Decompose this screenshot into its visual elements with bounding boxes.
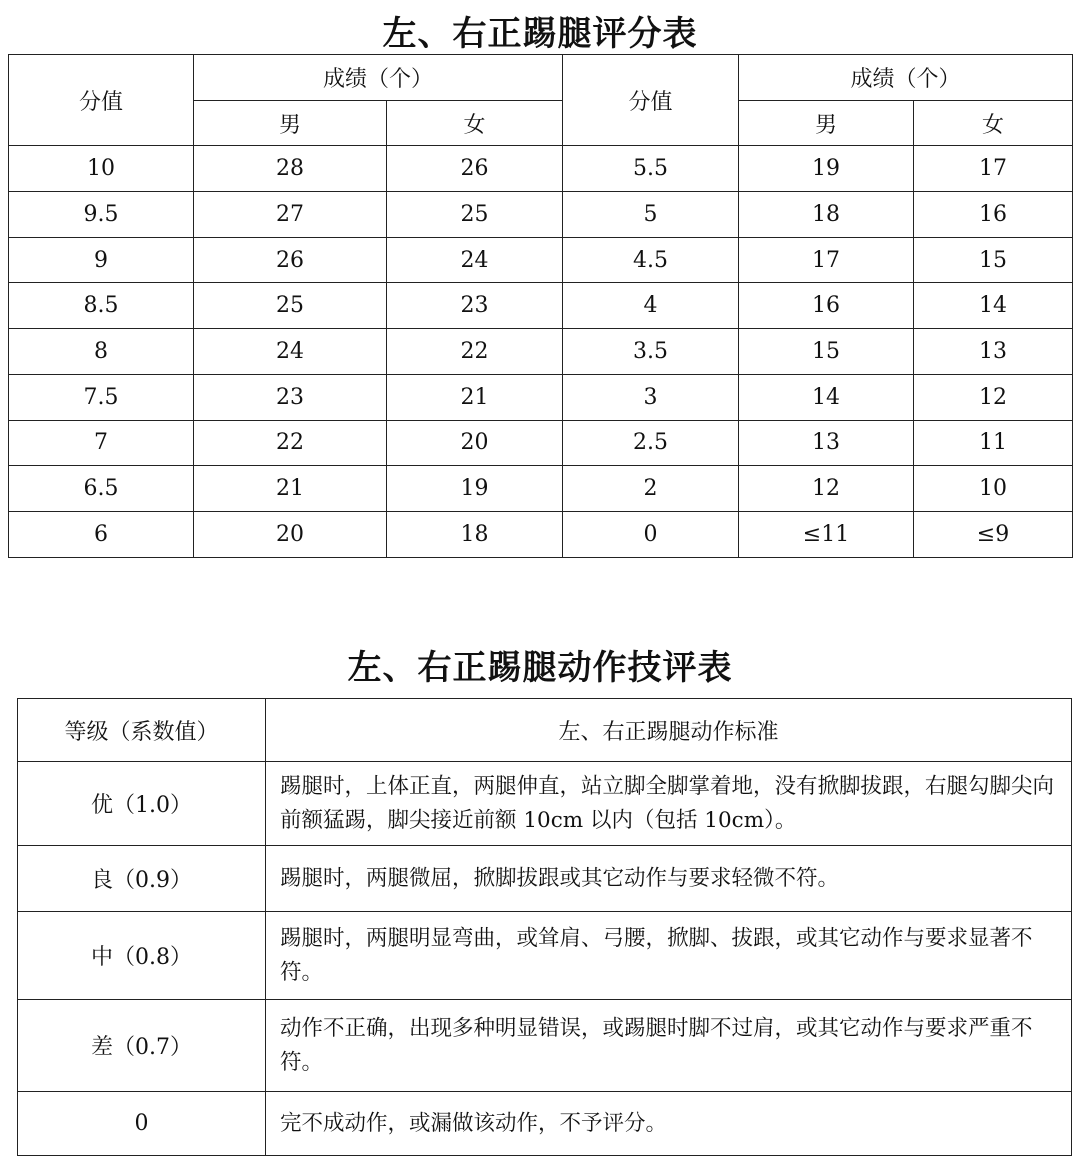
- score-left-cell: 10: [9, 146, 194, 192]
- table-row: [9, 146, 1073, 192]
- male-right-cell: 17: [739, 237, 914, 283]
- score-right-cell: 0: [563, 511, 739, 557]
- female-right-cell: 12: [914, 374, 1073, 420]
- score-left-cell: 7: [9, 420, 194, 466]
- table-row: [18, 912, 1072, 1000]
- male-right-cell: 15: [739, 329, 914, 375]
- score-table: [8, 54, 1073, 558]
- score-right-cell: 4: [563, 283, 739, 329]
- female-right-cell: 10: [914, 466, 1073, 512]
- tech-table-body: [18, 762, 1072, 1156]
- female-left-cell: 18: [387, 511, 563, 557]
- female-left-cell: 21: [387, 374, 563, 420]
- female-left-cell: 20: [387, 420, 563, 466]
- score-left-cell: 6: [9, 511, 194, 557]
- grade-cell: 差（0.7）: [18, 1000, 266, 1092]
- male-left-cell: 27: [194, 192, 387, 238]
- tech-table: [17, 698, 1072, 1156]
- score-right-cell: 2: [563, 466, 739, 512]
- score-left-cell: 9: [9, 237, 194, 283]
- female-right-cell: 15: [914, 237, 1073, 283]
- table-row: [18, 1092, 1072, 1156]
- female-left-cell: 24: [387, 237, 563, 283]
- standard-cell: 踢腿时，上体正直，两腿伸直，站立脚全脚掌着地，没有掀脚拔跟，右腿勾脚尖向前额猛踢，脚尖接近前额 10cm 以内（包括 10cm）。: [266, 762, 1072, 846]
- score-left-cell: 8.5: [9, 283, 194, 329]
- female-right-cell: ≤9: [914, 511, 1073, 557]
- female-left-cell: 23: [387, 283, 563, 329]
- male-right-cell: 12: [739, 466, 914, 512]
- male-left-cell: 23: [194, 374, 387, 420]
- male-right-cell: ≤11: [739, 511, 914, 557]
- female-left-cell: 26: [387, 146, 563, 192]
- tech-table-title: 左、右正踢腿动作技评表: [347, 648, 733, 688]
- table-row: [9, 466, 1073, 512]
- male-right-cell: 13: [739, 420, 914, 466]
- score-right-cell: 3.5: [563, 329, 739, 375]
- grade-header: 等级（系数值）: [18, 699, 266, 762]
- female-header-left: 女: [387, 100, 563, 146]
- score-left-cell: 6.5: [9, 466, 194, 512]
- table-row: [18, 1000, 1072, 1092]
- female-right-cell: 13: [914, 329, 1073, 375]
- male-right-cell: 14: [739, 374, 914, 420]
- score-right-cell: 4.5: [563, 237, 739, 283]
- female-right-cell: 16: [914, 192, 1073, 238]
- standard-cell: 踢腿时，两腿微屈，掀脚拔跟或其它动作与要求轻微不符。: [266, 846, 1072, 912]
- score-left-cell: 9.5: [9, 192, 194, 238]
- score-right-cell: 3: [563, 374, 739, 420]
- score-left-cell: 8: [9, 329, 194, 375]
- male-left-cell: 28: [194, 146, 387, 192]
- male-right-cell: 18: [739, 192, 914, 238]
- male-header-left: 男: [194, 100, 387, 146]
- score-header-left: 分值: [9, 55, 194, 146]
- table-row: [9, 192, 1073, 238]
- table-row: [9, 420, 1073, 466]
- table-row: [9, 329, 1073, 375]
- female-left-cell: 19: [387, 466, 563, 512]
- female-left-cell: 22: [387, 329, 563, 375]
- female-header-right: 女: [914, 100, 1073, 146]
- male-left-cell: 24: [194, 329, 387, 375]
- grade-cell: 0: [18, 1092, 266, 1156]
- standard-cell: 踢腿时，两腿明显弯曲，或耸肩、弓腰，掀脚、拔跟，或其它动作与要求显著不符。: [266, 912, 1072, 1000]
- male-left-cell: 26: [194, 237, 387, 283]
- result-header-left: 成绩（个）: [194, 55, 563, 101]
- score-left-cell: 7.5: [9, 374, 194, 420]
- male-left-cell: 21: [194, 466, 387, 512]
- male-left-cell: 25: [194, 283, 387, 329]
- score-right-cell: 2.5: [563, 420, 739, 466]
- table-row: [9, 237, 1073, 283]
- standard-cell: 动作不正确，出现多种明显错误，或踢腿时脚不过肩，或其它动作与要求严重不符。: [266, 1000, 1072, 1092]
- score-right-cell: 5: [563, 192, 739, 238]
- standard-cell: 完不成动作，或漏做该动作，不予评分。: [266, 1092, 1072, 1156]
- male-left-cell: 22: [194, 420, 387, 466]
- table-row: [9, 283, 1073, 329]
- male-header-right: 男: [739, 100, 914, 146]
- score-table-title: 左、右正踢腿评分表: [382, 14, 698, 54]
- male-left-cell: 20: [194, 511, 387, 557]
- male-right-cell: 16: [739, 283, 914, 329]
- score-table-body: [9, 146, 1073, 557]
- female-right-cell: 11: [914, 420, 1073, 466]
- score-header-right: 分值: [563, 55, 739, 146]
- grade-cell: 优（1.0）: [18, 762, 266, 846]
- grade-cell: 良（0.9）: [18, 846, 266, 912]
- male-right-cell: 19: [739, 146, 914, 192]
- table-row: [18, 846, 1072, 912]
- result-header-right: 成绩（个）: [739, 55, 1073, 101]
- table-row: [9, 511, 1073, 557]
- grade-cell: 中（0.8）: [18, 912, 266, 1000]
- female-left-cell: 25: [387, 192, 563, 238]
- table-row: [18, 762, 1072, 846]
- female-right-cell: 14: [914, 283, 1073, 329]
- female-right-cell: 17: [914, 146, 1073, 192]
- score-right-cell: 5.5: [563, 146, 739, 192]
- standard-header: 左、右正踢腿动作标准: [266, 699, 1072, 762]
- table-row: [9, 374, 1073, 420]
